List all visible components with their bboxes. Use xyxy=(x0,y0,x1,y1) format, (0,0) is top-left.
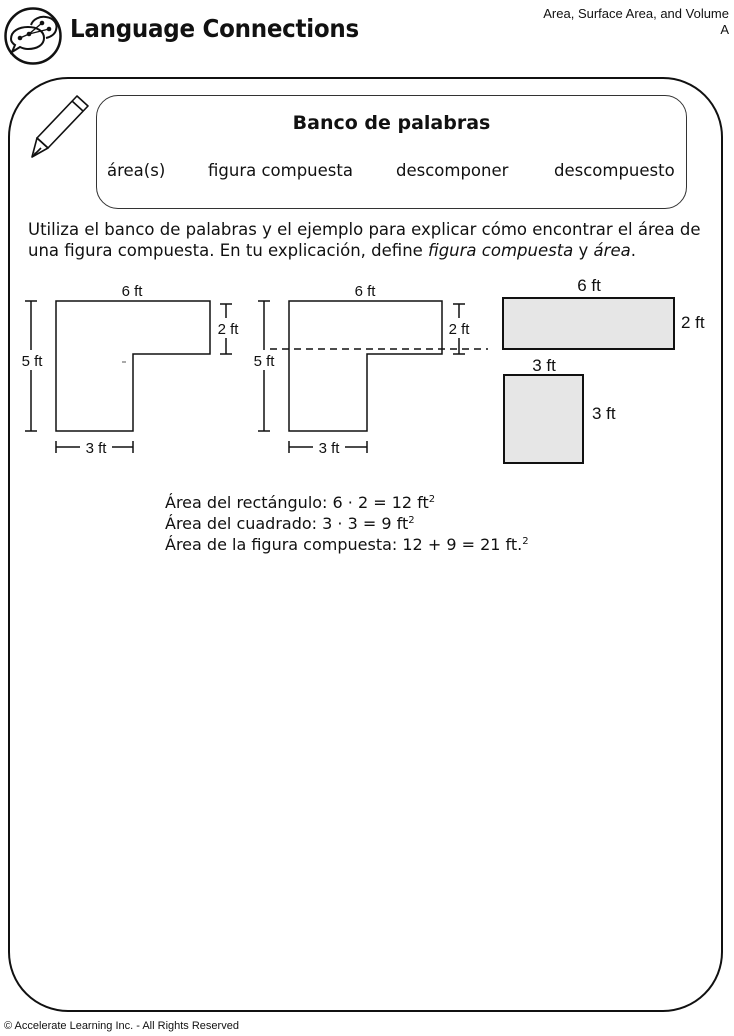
decomposed-rectangle xyxy=(503,298,674,349)
page-title: Language Connections xyxy=(70,14,359,43)
composite-figure-2 xyxy=(289,301,442,431)
word-bank xyxy=(96,95,687,209)
subject-label xyxy=(543,6,729,38)
word-bank-word: descomponer xyxy=(396,161,509,180)
fig1-top-label: 6 ft xyxy=(121,283,143,300)
calculation-line: Área de la figura compuesta: 12 + 9 = 21 ft.$^2$ xyxy=(165,535,529,554)
word-bank-word: figura compuesta xyxy=(208,161,353,180)
instructions-term: área xyxy=(593,241,631,260)
word-bank-word: descompuesto xyxy=(554,161,675,180)
fig2-top-label: 6 ft xyxy=(354,283,376,300)
fig2-bottom-label: 3 ft xyxy=(318,440,340,457)
calculation-line: Área del cuadrado: 3 · 3 = 9 $ft^2$ xyxy=(165,514,415,533)
copyright-footer: © Accelerate Learning Inc. - All Rights Reserved xyxy=(4,1020,239,1032)
fig2-left-label: 5 ft xyxy=(253,353,275,370)
subject-line-2: A xyxy=(720,22,729,37)
composite-figures-diagram xyxy=(0,270,734,480)
subject-line-1: Area, Surface Area, and Volume xyxy=(543,6,729,21)
word-bank-title: Banco de palabras xyxy=(292,112,491,134)
fig3-rect-top-label: 6 ft xyxy=(577,276,601,295)
word-bank-word: área(s) xyxy=(107,161,166,180)
fig3-rect-right-label: 2 ft xyxy=(681,313,705,332)
area-calculations xyxy=(165,492,529,555)
fig3-square-right-label: 3 ft xyxy=(592,404,616,423)
language-connections-logo-icon xyxy=(3,6,63,66)
fig1-right-label: 2 ft xyxy=(217,321,239,338)
instructions-text: . xyxy=(630,241,636,260)
composite-figure-1 xyxy=(56,301,210,431)
instructions-text: y xyxy=(573,241,594,260)
calculation-line: Área del rectángulo: 6 · 2 = 12 $ft^2$ xyxy=(165,493,436,512)
fig2-right-label: 2 ft xyxy=(448,321,470,338)
instructions-text: Utiliza el banco de palabras y el ejemplo para explicar cómo encontrar el área de una figura compuesta. En tu explicación, define xyxy=(28,220,701,260)
decomposed-square xyxy=(504,375,583,463)
instructions-term: figura compuesta xyxy=(428,241,574,260)
instructions xyxy=(28,219,708,261)
pencil-icon xyxy=(28,94,90,160)
fig1-bottom-label: 3 ft xyxy=(85,440,107,457)
fig3-square-top-label: 3 ft xyxy=(532,356,556,375)
fig1-left-label: 5 ft xyxy=(21,353,43,370)
